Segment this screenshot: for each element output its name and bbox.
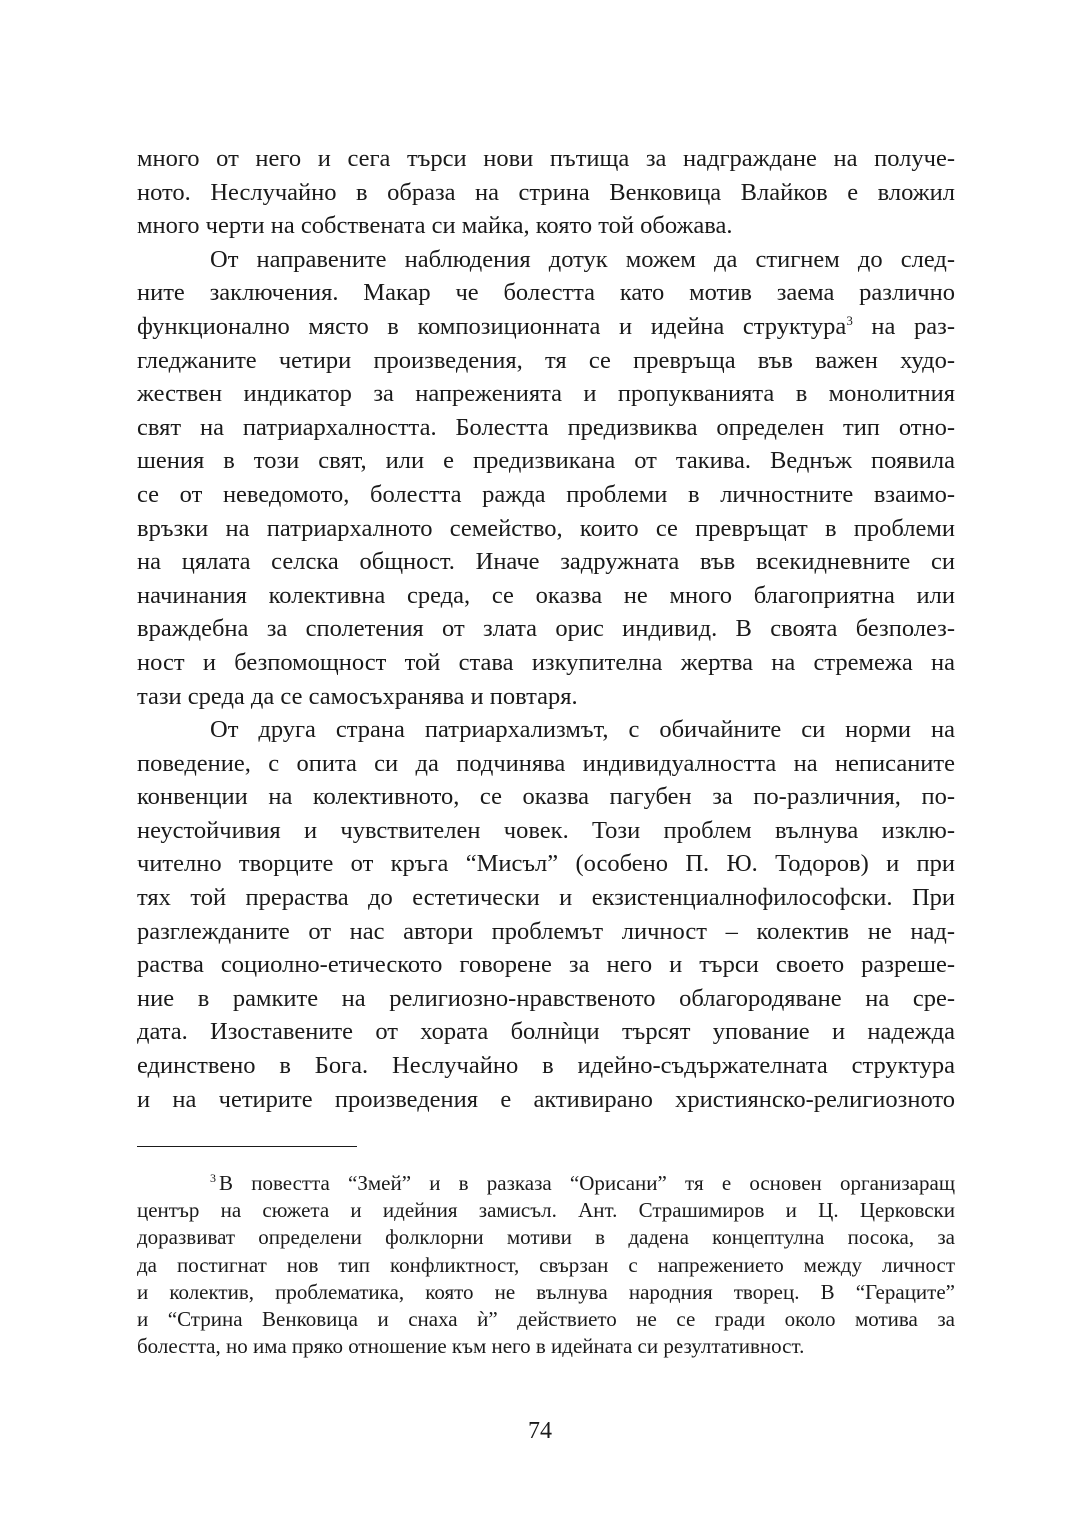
footnote-line: [137, 1170, 955, 1197]
footnote-reference[interactable]: 3: [846, 312, 853, 328]
text-segment: на раз-: [852, 312, 955, 340]
text-line: разглежданите от нас автори проблемът личност – колектив не над-: [137, 917, 955, 945]
text-line: свят на патриархалността. Болестта предизвиква определен тип отно-: [137, 413, 955, 441]
text-line: много от него и сега търси нови пътища за надграждане на получе-: [137, 145, 955, 172]
text-line: гледжаните четири произведения, тя се превръща във важен худо-: [137, 346, 955, 374]
text-line: тях той прераства до естетически и екзистенциалнофилософски. При: [137, 884, 955, 912]
text-line: дата. Изоставените от хората болнѝци търсят упование и надежда: [137, 1018, 955, 1046]
text-line: чително творците от кръга “Мисъл” (особено П. Ю. Тодоров) и при: [137, 850, 955, 878]
text-line: раства социолно-етическото говорене за него и търси своето разреше-: [137, 951, 955, 979]
text-segment: функционално място в композиционната и идейна структура: [137, 312, 847, 340]
footnote-separator: [137, 1146, 357, 1147]
text-line-with-footnote-ref: [137, 310, 955, 344]
text-line: ните заключения. Макар че болестта като мотив заема различно: [137, 279, 955, 307]
text-line: ност и безпомощност той става изкупителна жертва на стремежа на: [137, 648, 955, 676]
text-line: начинания колективна среда, се оказва не много благоприятна или: [137, 581, 955, 609]
main-text: [137, 142, 955, 1116]
text-line: много черти на собствената си майка, която той обожава.: [137, 212, 733, 240]
footnote-line: и колектив, проблематика, която не вълнува народния творец. В “Гераците”: [137, 1279, 955, 1304]
footnote-line: болестта, но има пряко отношение към него в идейната си резултативност.: [137, 1334, 805, 1359]
text-line: се от неведомото, болестта ражда проблеми в личностните взаимо-: [137, 480, 955, 508]
text-line: От друга страна патриархализмът, с обичайните си норми на: [210, 716, 955, 744]
footnote-mark: 3: [210, 1171, 216, 1185]
footnote-line: да постигнат нов тип конфликтност, свързан с напрежението между личност: [137, 1252, 955, 1277]
text-line: единствено в Бога. Неслучайно в идейно-съдържателната структура: [137, 1052, 955, 1080]
text-line: поведение, с опита си да подчинява индивидуалността на неписаните: [137, 749, 955, 777]
text-line: връзки на патриархалното семейство, които се превръщат в проблеми: [137, 514, 955, 542]
text-line: тази среда да се самосъхранява и повтаря.: [137, 682, 578, 710]
text-line: и на четирите произведения е активирано християнско-религиозното: [137, 1085, 955, 1113]
text-line: жествен индикатор за напреженията и пропукванията в монолитния: [137, 380, 955, 408]
text-line: неустойчивия и чувствителен човек. Този проблем вълнува изклю-: [137, 816, 955, 844]
page-number: 74: [528, 1418, 552, 1444]
footnote: [137, 1170, 955, 1360]
footnote-line: център на сюжета и идейния замисъл. Ант. Страшимиров и Ц. Церковски: [137, 1198, 955, 1223]
footnote-line: и “Стрина Венковица и снаха ѝ” действието не се гради около мотива за: [137, 1306, 955, 1331]
text-line: От направените наблюдения дотук можем да стигнем до след-: [210, 245, 955, 273]
text-line: ние в рамките на религиозно-нравственото облагородяване на сре-: [137, 984, 955, 1012]
text-line: на цялата селска общност. Иначе задружната във всекидневните си: [137, 548, 955, 576]
text-segment: В повестта “Змей” и в разказа “Орисани” тя е основен организаращ: [219, 1171, 955, 1195]
text-line: враждебна за сполетения от злата орис индивид. В своята безполез-: [137, 615, 955, 643]
text-line: ното. Неслучайно в образа на стрина Венковица Влайков е вложил: [137, 178, 955, 206]
text-line: шения в този свят, или е предизвикана от такива. Веднъж появила: [137, 447, 955, 475]
text-line: конвенции на колективното, се оказва пагубен за по-различния, по-: [137, 783, 955, 811]
footnote-line: доразвиват определени фолклорни мотиви в дадена концептулна посока, за: [137, 1225, 955, 1250]
